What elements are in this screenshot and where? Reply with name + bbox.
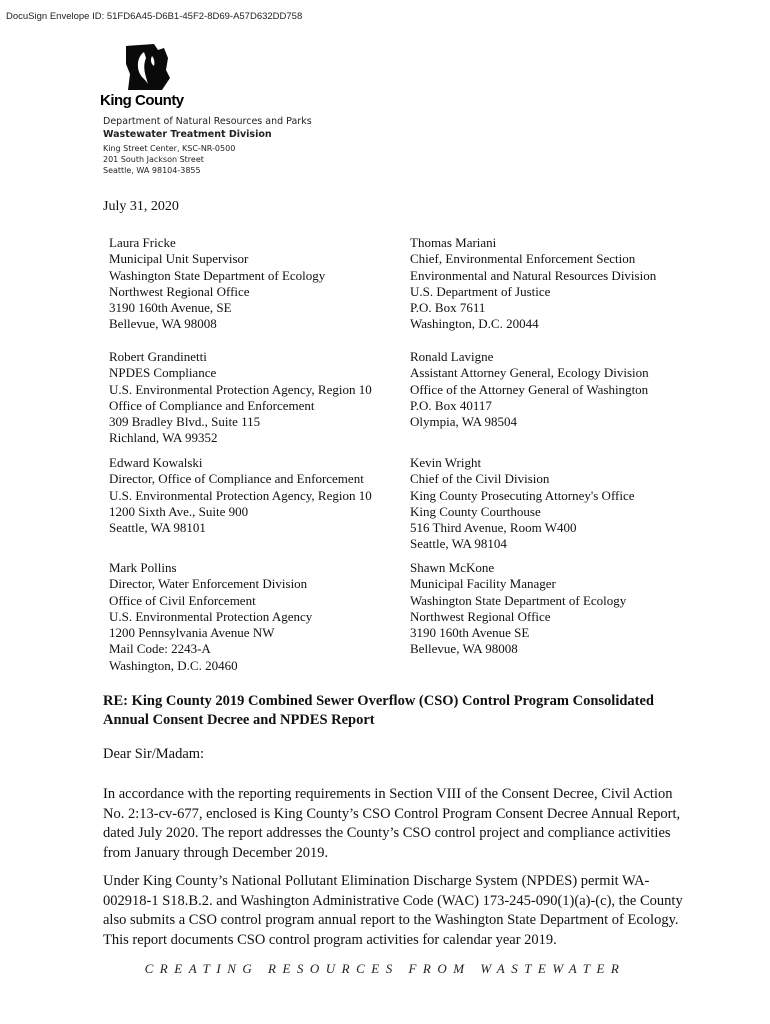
recipient-line: Chief, Environmental Enforcement Section — [410, 251, 636, 267]
recipient-line: Environmental and Natural Resources Division — [410, 267, 657, 283]
letterhead-address-line: Seattle, WA 98104-3855 — [103, 166, 201, 175]
recipient-line: Laura Fricke — [109, 235, 176, 250]
recipient-line: Shawn McKone — [410, 560, 495, 575]
recipient-line: King County Courthouse — [410, 503, 541, 519]
recipient-line: Washington State Department of Ecology — [410, 592, 627, 608]
recipient-line: U.S. Environmental Protection Agency, Region 10 — [109, 487, 372, 503]
recipient-line: Office of Civil Enforcement — [109, 592, 256, 608]
body-paragraph: In accordance with the reporting requirements in Section VIII of the Consent Decree, Civil Action No. 2:13-cv-677, enclosed is King County’s CSO Control Program Consent Decree Annual Report, dated July 2020. The report addresses the County’s CSO control project and compliance activities from January through December 2019. — [103, 786, 681, 861]
recipient-line: P.O. Box 40117 — [410, 397, 492, 413]
recipient-block — [410, 235, 710, 333]
recipient-line: 1200 Pennsylvania Avenue NW — [109, 625, 275, 641]
recipient-block — [109, 560, 409, 674]
recipient-line: Chief of the Civil Division — [410, 471, 550, 487]
recipient-line: Mail Code: 2243-A — [109, 641, 211, 657]
recipient-line: Office of the Attorney General of Washington — [410, 381, 649, 397]
recipient-line: Director, Water Enforcement Division — [109, 576, 308, 592]
division-name: Wastewater Treatment Division — [103, 129, 272, 140]
recipient-block — [410, 349, 710, 430]
recipient-line: U.S. Department of Justice — [410, 283, 551, 299]
subject-line: RE: King County 2019 Combined Sewer Overflow (CSO) Control Program Consolidated Annual Consent Decree and NPDES Report — [103, 693, 654, 728]
recipient-line: Northwest Regional Office — [410, 608, 551, 624]
recipient-line: 309 Bradley Blvd., Suite 115 — [109, 414, 261, 430]
department-name: Department of Natural Resources and Parks — [103, 116, 312, 127]
recipient-line: Municipal Unit Supervisor — [109, 251, 249, 267]
recipient-line: Olympia, WA 98504 — [410, 414, 518, 430]
recipient-line: Office of Compliance and Enforcement — [109, 397, 315, 413]
letter-date: July 31, 2020 — [103, 199, 179, 214]
recipient-line: P.O. Box 7611 — [410, 300, 486, 316]
recipient-line: Ronald Lavigne — [410, 349, 494, 364]
recipient-line: Washington, D.C. 20044 — [410, 316, 539, 332]
letterhead-address-line: 201 South Jackson Street — [103, 155, 204, 164]
recipient-line: Municipal Facility Manager — [410, 576, 556, 592]
recipient-line: Seattle, WA 98104 — [410, 536, 507, 552]
recipient-line: Washington, D.C. 20460 — [109, 657, 238, 673]
recipient-line: King County Prosecuting Attorney's Office — [410, 487, 635, 503]
recipient-line: 1200 Sixth Ave., Suite 900 — [109, 503, 249, 519]
king-county-logo-icon — [124, 44, 172, 90]
footer-tagline: CREATING RESOURCES FROM WASTEWATER — [144, 961, 626, 976]
recipient-line: Robert Grandinetti — [109, 349, 207, 364]
king-county-logo — [100, 44, 200, 114]
recipient-line: Mark Pollins — [109, 560, 177, 575]
recipient-line: Director, Office of Compliance and Enforcement — [109, 471, 364, 487]
recipient-block — [410, 560, 710, 658]
recipient-line: Richland, WA 99352 — [109, 430, 218, 446]
salutation: Dear Sir/Madam: — [103, 746, 205, 762]
recipient-line: 3190 160th Avenue SE — [410, 625, 530, 641]
recipient-line: Thomas Mariani — [410, 235, 497, 250]
letterhead — [103, 115, 312, 176]
recipient-line: U.S. Environmental Protection Agency — [109, 608, 313, 624]
docusign-envelope-id: DocuSign Envelope ID: 51FD6A45-D6B1-45F2-8D69-A57D632DD758 — [6, 11, 303, 22]
recipient-line: Edward Kowalski — [109, 455, 203, 470]
recipient-line: Kevin Wright — [410, 455, 482, 470]
body-paragraph: Under King County’s National Pollutant Elimination Discharge System (NPDES) permit WA-002918-1 S18.B.2. and Washington Administrative Code (WAC) 173-245-090(1)(a)-(c), the County also submits a CSO control program annual report to the Washington State Department of Ecology. This report documents CSO control program activities for calendar year 2019. — [103, 873, 683, 948]
recipient-line: Seattle, WA 98101 — [109, 520, 206, 536]
recipient-line: Assistant Attorney General, Ecology Division — [410, 365, 649, 381]
recipient-line: Washington State Department of Ecology — [109, 267, 326, 283]
logo-wordmark: King County — [100, 92, 184, 109]
recipient-block — [109, 235, 409, 333]
recipient-line: U.S. Environmental Protection Agency, Region 10 — [109, 381, 372, 397]
recipient-line: Northwest Regional Office — [109, 283, 250, 299]
recipient-block — [410, 455, 710, 553]
recipient-line: 3190 160th Avenue, SE — [109, 300, 232, 316]
recipient-line: 516 Third Avenue, Room W400 — [410, 520, 577, 536]
letterhead-address-line: King Street Center, KSC-NR-0500 — [103, 144, 236, 153]
recipient-line: Bellevue, WA 98008 — [109, 316, 217, 332]
recipient-line: NPDES Compliance — [109, 365, 217, 381]
recipient-block — [109, 349, 409, 447]
recipient-block — [109, 455, 409, 536]
recipient-line: Bellevue, WA 98008 — [410, 641, 518, 657]
